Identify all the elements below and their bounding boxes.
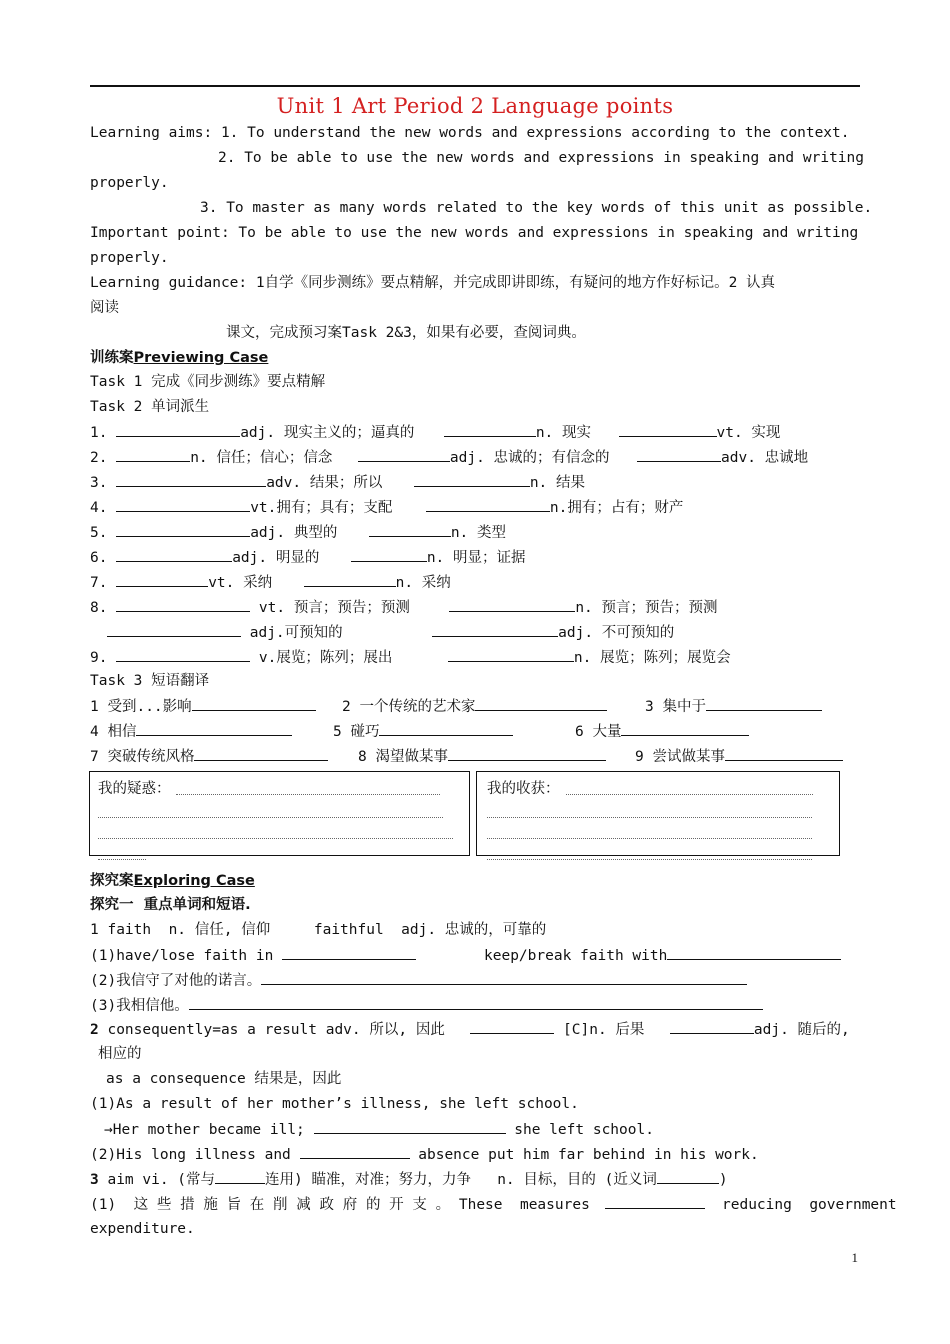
- word-row-5: 5. adj. 典型的 n. 类型: [90, 525, 507, 541]
- word-row-9: 9. v.展览；陈列；展出 n. 展览；陈列；展览会: [90, 650, 731, 666]
- word-row-4: 4. vt.拥有；具有；支配 n.拥有；占有；财产: [90, 500, 684, 516]
- faith-q3: (3)我相信他。: [90, 996, 763, 1015]
- consequently-q2: (2)His long illness and absence put him far behind in his work.: [90, 1147, 759, 1163]
- page-number: 1: [851, 1250, 858, 1265]
- phrase-8: 8 渴望做某事: [358, 747, 606, 766]
- word-row-8: 8. vt. 预言；预告；预测 n. 预言；预告；预测: [90, 600, 718, 616]
- aims-line-3: 3. To master as many words related to the key words of this unit as possible.: [200, 200, 873, 216]
- phrase-9: 9 尝试做某事: [635, 747, 843, 766]
- phrase-1: 1 受到...影响: [90, 697, 316, 716]
- gains-line: [487, 817, 812, 818]
- aim-head: 3 aim vi. (常与 连用) 瞄准，对准；努力，力争 n. 目标，目的 (近义词 ): [90, 1172, 728, 1188]
- consequently-q1: (1)As a result of her mother’s illness, she left school.: [90, 1096, 579, 1112]
- exploring-section: 探究一 重点单词和短语.: [90, 897, 251, 913]
- task2: Task 2 单词派生: [90, 399, 210, 415]
- word-row-6: 6. adj. 明显的 n. 明显；证据: [90, 550, 526, 566]
- gains-line: [487, 838, 812, 839]
- top-rule: [90, 85, 860, 87]
- guidance-line-1: Learning guidance: 1自学《同步测练》要点精解，并完成即讲即练，有疑问的地方作好标记。2 认真: [90, 275, 776, 291]
- consequently-head: 2 consequently=as a result adv. 所以, 因此 [C]n. 后果 adj. 随后的,: [90, 1022, 850, 1038]
- consequently-q1b: →Her mother became ill; she left school.: [104, 1122, 654, 1138]
- doubts-line: [98, 838, 453, 839]
- word-row-7: 7. vt. 采纳 n. 采纳: [90, 575, 451, 591]
- gains-line: [566, 794, 813, 795]
- phrase-4: 4 相信: [90, 722, 292, 741]
- phrase-6: 6 大量: [575, 722, 749, 741]
- guidance-line-2: 阅读: [90, 300, 119, 316]
- aim-q1: (1) 这 些 措 施 旨 在 削 减 政 府 的 开 支 。 These measures reducing government: [90, 1197, 897, 1213]
- aims-line-2b: properly.: [90, 175, 169, 191]
- phrase-5: 5 碰巧: [333, 722, 513, 741]
- word-row-3: 3. adv. 结果；所以 n. 结果: [90, 475, 586, 491]
- aim-q1c: expenditure.: [90, 1221, 195, 1237]
- word-row-8b: adj.可预知的 adj. 不可预知的: [90, 623, 674, 642]
- doubts-line: [176, 794, 440, 795]
- doubts-line: [98, 817, 443, 818]
- page-title: Unit 1 Art Period 2 Language points: [276, 94, 674, 118]
- guidance-line-3: 课文，完成预习案Task 2&3，如果有必要，查阅词典。: [226, 325, 586, 341]
- consequently-head3: as a consequence 结果是，因此: [106, 1071, 342, 1087]
- previewing-heading: 训练案Previewing Case: [90, 350, 269, 366]
- gains-line: [487, 859, 812, 860]
- word-row-1: 1. adj. 现实主义的；逼真的 n. 现实 vt. 实现: [90, 425, 781, 441]
- faith-head: 1 faith n. 信任, 信仰 faithful adj. 忠诚的，可靠的: [90, 922, 547, 938]
- gains-label: 我的收获：: [487, 781, 560, 797]
- faith-q1b: keep/break faith with: [484, 946, 841, 965]
- aims-line-1: Learning aims: 1. To understand the new words and expressions according to the context.: [90, 125, 850, 141]
- phrase-7: 7 突破传统风格: [90, 747, 328, 766]
- phrase-3: 3 集中于: [645, 697, 822, 716]
- word-row-2: 2. n. 信任；信心；信念 adj. 忠诚的；有信念的 adv. 忠诚地: [90, 450, 809, 466]
- doubts-label: 我的疑惑：: [98, 781, 171, 797]
- doubts-line: [98, 859, 146, 860]
- important-line-2: properly.: [90, 250, 169, 266]
- task1: Task 1 完成《同步测练》要点精解: [90, 374, 326, 390]
- aims-line-2: 2. To be able to use the new words and expressions in speaking and writing: [218, 150, 865, 166]
- exploring-heading: 探究案Exploring Case: [90, 873, 255, 889]
- phrase-2: 2 一个传统的艺术家: [342, 697, 607, 716]
- important-line-1: Important point: To be able to use the new words and expressions in speaking and writing: [90, 225, 859, 241]
- faith-q2: (2)我信守了对他的诺言。: [90, 971, 747, 990]
- task3: Task 3 短语翻译: [90, 673, 210, 689]
- faith-q1: (1)have/lose faith in: [90, 946, 416, 965]
- consequently-head2: 相应的: [98, 1046, 142, 1062]
